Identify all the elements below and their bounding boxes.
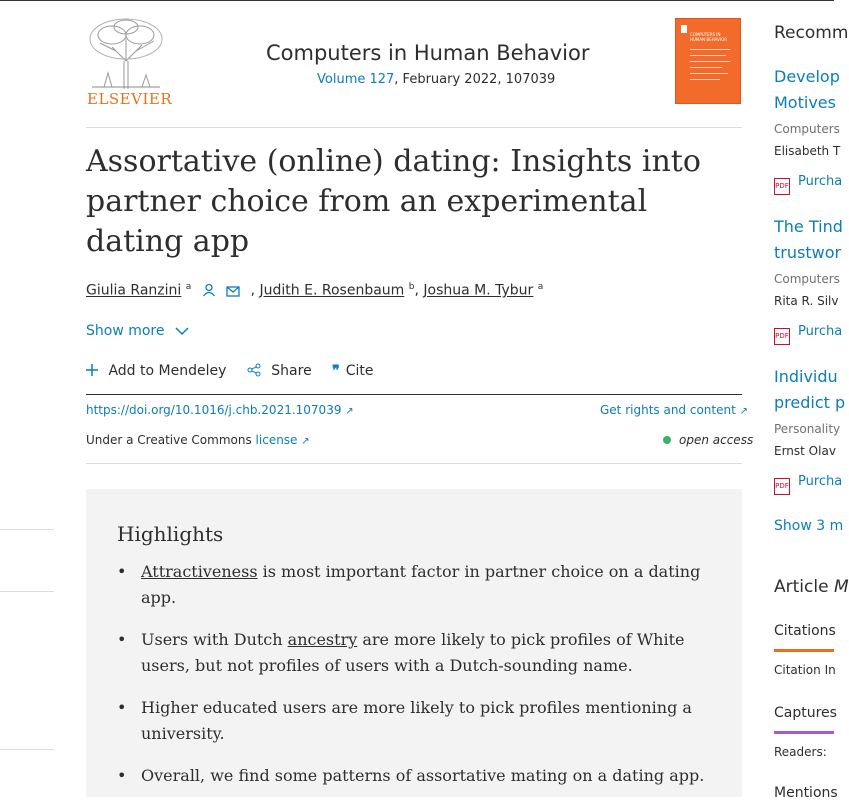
license-divider xyxy=(86,463,742,464)
open-access-label: open access xyxy=(679,433,754,447)
open-access-badge xyxy=(663,433,753,447)
recommended-article-link[interactable] xyxy=(774,364,845,416)
citation-index-label: Citation In xyxy=(774,663,836,677)
chevron-down-icon xyxy=(169,323,189,339)
issue-info: , February 2022, 107039 xyxy=(394,72,556,87)
recommended-heading: Recomm xyxy=(774,23,849,43)
elsevier-wordmark: ELSEVIER xyxy=(87,90,173,108)
mendeley-label: Add to Mendeley xyxy=(108,363,227,379)
pdf-icon: PDF xyxy=(774,328,790,345)
external-link-icon: ↗ xyxy=(739,406,749,417)
license-prefix: Under a Creative Commons xyxy=(86,433,256,447)
metrics-heading-italic: M xyxy=(833,577,849,597)
affiliation-sup[interactable]: a xyxy=(185,282,192,292)
rights-row xyxy=(600,403,748,417)
show-more-button[interactable] xyxy=(86,323,189,339)
author-link[interactable]: Giulia Ranzini xyxy=(86,282,182,299)
left-divider xyxy=(0,591,54,592)
pdf-icon: PDF xyxy=(774,478,790,495)
highlights-section xyxy=(86,489,742,797)
external-link-icon: ↗ xyxy=(345,406,354,417)
article-actions xyxy=(86,363,389,379)
volume-link[interactable]: Volume 127 xyxy=(317,72,395,87)
rec-title-line: Develop xyxy=(774,67,840,86)
journal-issue xyxy=(317,72,555,87)
highlight-item xyxy=(117,763,717,789)
purchase-label: Purcha xyxy=(798,174,843,189)
doi-row xyxy=(86,403,354,417)
show-more-label: Show more xyxy=(86,323,165,339)
pdf-icon: PDF xyxy=(774,178,790,195)
rec-title-line: Individu xyxy=(774,367,838,386)
recommended-article-link[interactable] xyxy=(774,214,843,266)
share-icon xyxy=(247,363,265,379)
email-icon[interactable] xyxy=(226,283,244,299)
cover-logo xyxy=(681,25,687,33)
journal-cover-image[interactable] xyxy=(675,18,741,104)
purchase-pdf-link[interactable] xyxy=(774,324,842,345)
highlight-item xyxy=(117,627,717,679)
license-link[interactable]: license xyxy=(255,433,298,447)
highlight-item xyxy=(117,559,717,611)
author-list: Giulia Ranzini $^a$ , Judith E. Rosenbaum $^b$, Joshua M. Tybur $^a$ xyxy=(86,282,544,299)
author-link[interactable]: Joshua M. Tybur xyxy=(423,282,534,299)
rec-source: Computers xyxy=(774,122,840,136)
external-link-icon: ↗ xyxy=(301,436,310,447)
rec-authors: Ernst Olav xyxy=(774,444,836,458)
rec-authors: Rita R. Silv xyxy=(774,294,839,308)
highlight-item xyxy=(117,695,717,747)
left-divider xyxy=(0,749,54,750)
right-sidebar xyxy=(774,1,849,801)
highlight-text: Higher educated users are more likely to pick profiles mentioning a university. xyxy=(141,698,692,743)
cover-title: COMPUTERS IN HUMAN BEHAVIOR xyxy=(690,32,727,42)
rec-title-line: The Tind xyxy=(774,217,843,236)
elsevier-tree-logo[interactable] xyxy=(86,17,166,95)
captures-tab[interactable]: Captures xyxy=(774,705,837,721)
cite-button[interactable] xyxy=(332,363,373,379)
rec-source: Personality xyxy=(774,422,841,436)
license-row xyxy=(86,433,310,447)
journal-title[interactable]: Computers in Human Behavior xyxy=(266,41,590,65)
add-to-mendeley-button[interactable] xyxy=(86,363,226,379)
purchase-label: Purcha xyxy=(798,474,843,489)
rights-link[interactable]: Get rights and content xyxy=(600,403,736,417)
highlights-title: Highlights xyxy=(117,522,224,546)
left-divider xyxy=(0,529,54,530)
rec-title-line: predict p xyxy=(774,393,846,412)
doi-link[interactable]: https://doi.org/10.1016/j.chb.2021.107039 xyxy=(86,403,342,417)
readers-label: Readers: xyxy=(774,745,827,759)
article-title: Assortative (online) dating: Insights into partner choice from an experimental dating app xyxy=(86,144,701,259)
purchase-pdf-link[interactable] xyxy=(774,174,842,195)
share-label: Share xyxy=(271,363,312,379)
rec-title-line: trustwor xyxy=(774,243,842,262)
recommended-article-link[interactable] xyxy=(774,64,840,116)
rec-title-line: Motives xyxy=(774,93,836,112)
article-metrics-heading xyxy=(774,577,849,597)
highlight-text: is most important factor in partner choice on a dating app. xyxy=(141,562,701,607)
rec-source: Computers xyxy=(774,272,840,286)
actions-divider xyxy=(86,394,742,395)
mentions-tab[interactable]: Mentions xyxy=(774,785,838,801)
rec-authors: Elisabeth T xyxy=(774,144,841,158)
highlight-text: Overall, we find some patterns of assortative mating on a dating app. xyxy=(141,766,705,785)
highlight-text: Users with Dutch xyxy=(141,630,288,649)
affiliation-sup[interactable]: b xyxy=(408,282,415,292)
highlight-text: are more likely to pick profiles of White users, but not profiles of users with a Dutch-sounding name. xyxy=(141,630,685,675)
purchase-label: Purcha xyxy=(798,324,843,339)
header-divider xyxy=(86,127,742,128)
quote-icon: ❞ xyxy=(332,363,340,379)
metrics-heading-text: Article xyxy=(774,577,829,597)
citations-bar xyxy=(774,649,834,652)
person-icon[interactable] xyxy=(202,283,220,299)
highlights-list xyxy=(117,559,717,805)
author-link[interactable]: Judith E. Rosenbaum xyxy=(259,282,405,299)
purchase-pdf-link[interactable] xyxy=(774,474,842,495)
cite-label: Cite xyxy=(345,363,374,379)
share-button[interactable] xyxy=(247,363,312,379)
citations-tab[interactable]: Citations xyxy=(774,623,836,639)
show-more-recommended-button[interactable]: Show 3 m xyxy=(774,518,844,534)
open-access-dot-icon xyxy=(663,436,671,444)
highlight-term-link[interactable]: ancestry xyxy=(287,630,358,649)
highlight-term-link[interactable]: Attractiveness xyxy=(141,562,258,581)
affiliation-sup[interactable]: a xyxy=(537,282,544,292)
plus-icon xyxy=(86,363,102,379)
captures-bar xyxy=(774,731,834,734)
